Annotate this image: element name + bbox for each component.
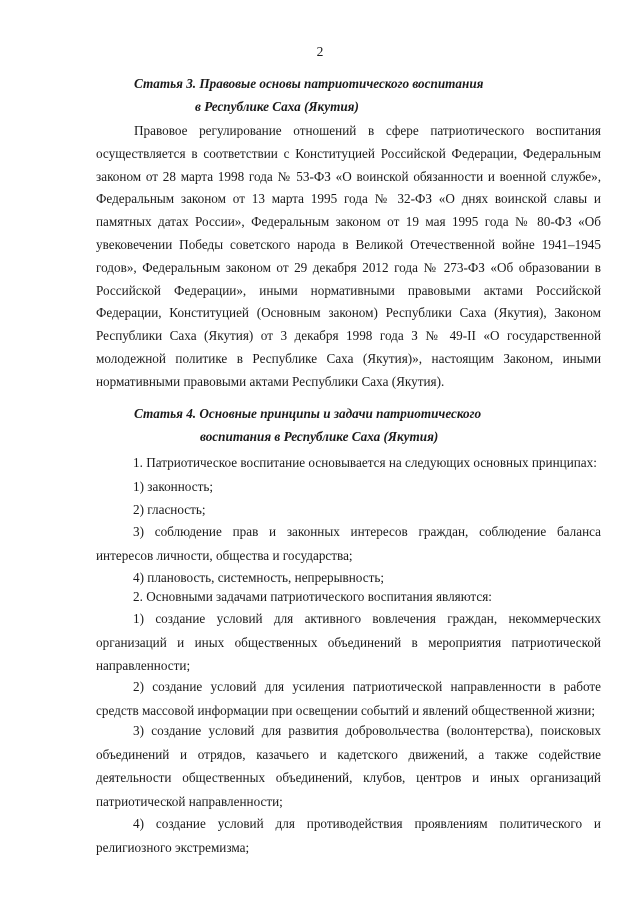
principle-item: 4) плановость, системность, непрерывность;	[133, 570, 385, 585]
principles-intro: 1. Патриотическое воспитание основывается на следующих основных принципах:	[133, 455, 597, 470]
article-4-heading-line-2: воспитания в Республике Саха (Якутия)	[200, 429, 439, 444]
task-item: 2) создание условий для усиления патриотической направленности в работе средств массовой информации при освещении событий и явлений общественной жизни;	[96, 679, 601, 718]
principle-item: 2) гласность;	[133, 502, 206, 517]
article-3-heading-line-2: в Республике Саха (Якутия)	[195, 99, 359, 114]
principle-item: 3) соблюдение прав и законных интересов граждан, соблюдение баланса интересов личности, общества и государства;	[96, 524, 601, 563]
task-item: 1) создание условий для активного вовлечения граждан, некоммерческих организаций и иных общественных объединений в мероприятия патриотической направленности;	[96, 611, 601, 673]
tasks-intro: 2. Основными задачами патриотического воспитания являются:	[133, 589, 492, 604]
article-4-heading-line-1: Статья 4. Основные принципы и задачи патриотического	[134, 406, 482, 421]
page-number: 2	[316, 44, 324, 59]
article-3-heading-line-1: Статья 3. Правовые основы патриотического воспитания	[134, 76, 484, 91]
task-item: 3) создание условий для развития добровольчества (волонтерства), поисковых объединений и отрядов, казачьего и кадетского движений, а также содействие деятельности общественных объединений, клубов, центров и иных организаций патриотической направленности;	[96, 723, 601, 809]
task-item: 4) создание условий для противодействия проявлениям политического и религиозного экстремизма;	[96, 816, 601, 855]
article-3-paragraph: Правовое регулирование отношений в сфере патриотического воспитания осуществляется в соответствии с Конституцией Российской Федерации, Федеральным законом от 28 марта 1998 года № 53-ФЗ «О воинской обязанности и военной службе», Федеральным законом от 13 марта 1995 года № 32-ФЗ «О днях воинской славы и памятных датах России», Федеральным законом от 19 мая 1995 года № 80-ФЗ «Об увековечении Победы советского народа в Великой Отечественной войне 1941–1945 годов», Федеральным законом от 29 декабря 2012 года № 273-ФЗ «Об образовании в Российской Федерации», иными нормативными правовыми актами Российской Федерации, Конституцией (Основным законом) Республики Саха (Якутия), Законом Республики Саха (Якутия) от 3 декабря 1998 года З № 49-II «О государственной молодежной политике в Республике Саха (Якутия)», настоящим Законом, иными нормативными правовыми актами Республики Саха (Якутия).	[96, 123, 601, 389]
principle-item: 1) законность;	[133, 479, 214, 494]
